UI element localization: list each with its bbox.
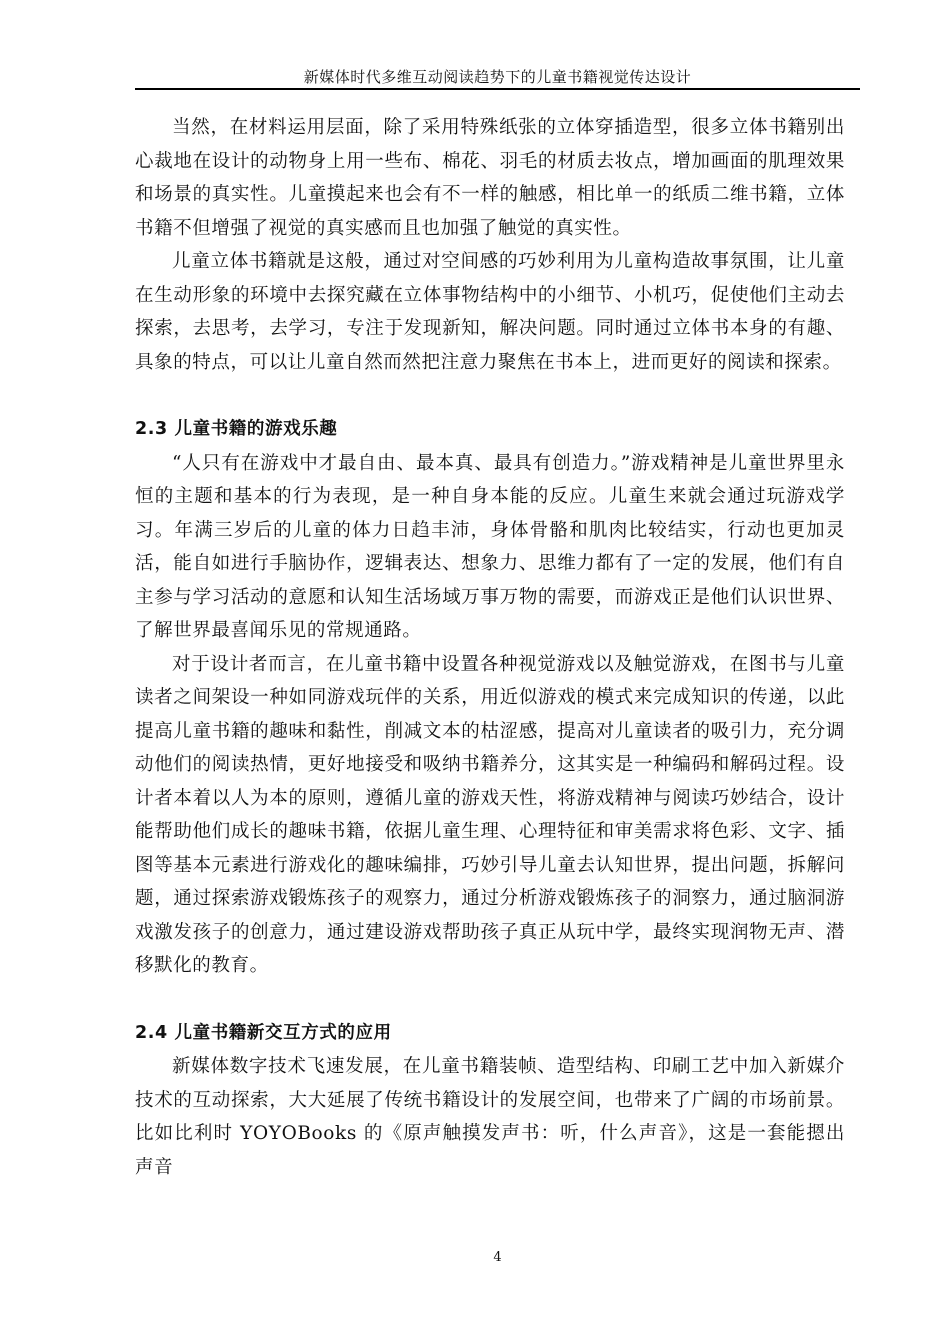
section-heading-2-4: 2.4 儿童书籍新交互方式的应用 bbox=[135, 1022, 392, 1043]
page-body bbox=[135, 111, 845, 1184]
paragraph-designer-games: 对于设计者而言，在儿童书籍中设置各种视觉游戏以及触觉游戏，在图书与儿童读者之间架设一种如同游戏玩伴的关系，用近似游戏的模式来完成知识的传递，以此提高儿童书籍的趣味和黏性，削减文本的枯涩感，提高对儿童读者的吸引力，充分调动他们的阅读热情，更好地接受和吸纳书籍养分，这其实是一种编码和解码过程。设计者本着以人为本的原则，遵循儿童的游戏天性，将游戏精神与阅读巧妙结合，设计能帮助他们成长的趣味书籍，依据儿童生理、心理特征和审美需求将色彩、文字、插图等基本元素进行游戏化的趣味编排，巧妙引导儿童去认知世界，提出问题，拆解问题，通过探索游戏锻炼孩子的观察力，通过分析游戏锻炼孩子的洞察力，通过脑洞游戏激发孩子的创意力，通过建设游戏帮助孩子真正从玩中学，最终实现润物无声、潜移默化的教育。 bbox=[135, 653, 845, 976]
running-header: 新媒体时代多维互动阅读趋势下的儿童书籍视觉传达设计 bbox=[303, 68, 692, 86]
paragraph-materials: 当然，在材料运用层面，除了采用特殊纸张的立体穿插造型，很多立体书籍别出心裁地在设计的动物身上用一些布、棉花、羽毛的材质去妆点，增加画面的肌理效果和场景的真实性。儿童摸起来也会有不一样的触感，相比单一的纸质二维书籍，立体书籍不但增强了视觉的真实感而且也加强了触觉的真实性。 bbox=[135, 117, 845, 239]
section-gap bbox=[135, 983, 845, 1017]
page-number: 4 bbox=[493, 1250, 502, 1265]
header-rule bbox=[135, 88, 860, 90]
paragraph-new-media: 新媒体数字技术飞速发展，在儿童书籍装帧、造型结构、印刷工艺中加入新媒介技术的互动探索，大大延展了传统书籍设计的发展空间，也带来了广阔的市场前景。比如比利时 YOYOBooks 的《原声触摸发声书：听，什么声音》，这是一套能摁出声音 bbox=[135, 1056, 845, 1178]
section-gap bbox=[135, 379, 845, 413]
paragraph-play-spirit: “人只有在游戏中才最自由、最本真、最具有创造力。”游戏精神是儿童世界里永恒的主题和基本的行为表现，是一种自身本能的反应。儿童生来就会通过玩游戏学习。年满三岁后的儿童的体力日趋丰沛，身体骨骼和肌肉比较结实，行动也更加灵活，能自如进行手脑协作，逻辑表达、想象力、思维力都有了一定的发展，他们有自主参与学习活动的意愿和认知生活场域万事万物的需要，而游戏正是他们认识世界、了解世界最喜闻乐见的常规通路。 bbox=[135, 452, 845, 641]
section-heading-2-3: 2.3 儿童书籍的游戏乐趣 bbox=[135, 419, 338, 439]
paragraph-popup-books: 儿童立体书籍就是这般，通过对空间感的巧妙利用为儿童构造故事氛围，让儿童在生动形象的环境中去探究藏在立体事物结构中的小细节、小机巧，促使他们主动去探索，去思考，去学习，专注于发现新知，解决问题。同时通过立体书本身的有趣、具象的特点，可以让儿童自然而然把注意力聚焦在书本上，进而更好的阅读和探索。 bbox=[135, 251, 845, 373]
